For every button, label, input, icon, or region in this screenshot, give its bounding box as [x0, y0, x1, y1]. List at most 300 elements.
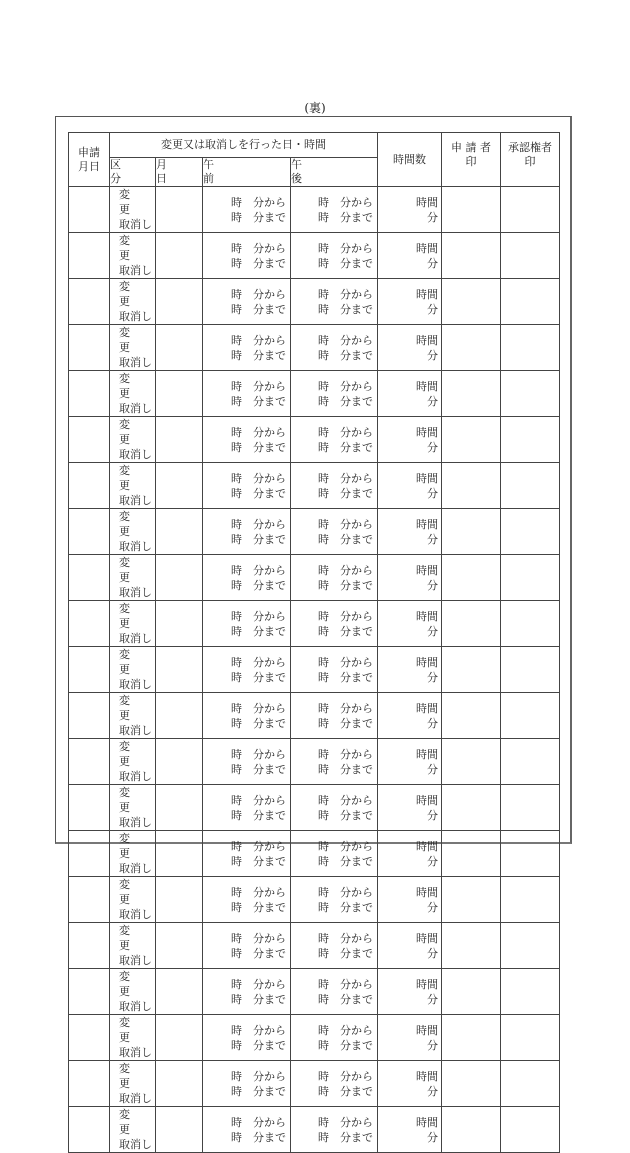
cell-approver-seal[interactable]: [501, 831, 560, 877]
cell-approver-seal[interactable]: [501, 647, 560, 693]
cell-afternoon-time[interactable]: [291, 923, 378, 969]
cell-application-date[interactable]: [69, 601, 110, 647]
cell-approver-seal[interactable]: [501, 923, 560, 969]
cell-category[interactable]: [110, 371, 156, 417]
category-cancel-label: 取消し: [119, 264, 152, 277]
time-from-label: 時 分から: [318, 747, 373, 761]
time-to-label: 時 分まで: [231, 1084, 286, 1098]
cell-month-day[interactable]: [156, 325, 203, 371]
category-change-label: 変 更: [119, 602, 141, 630]
cell-category[interactable]: [110, 601, 156, 647]
cell-hours[interactable]: [378, 601, 442, 647]
cell-category[interactable]: [110, 877, 156, 923]
cell-hours[interactable]: [378, 1107, 442, 1153]
cell-application-date[interactable]: [69, 831, 110, 877]
header-approver-seal-line1: 承認権者: [508, 141, 552, 154]
cell-hours[interactable]: [378, 417, 442, 463]
time-to-label: 時 分まで: [318, 1130, 373, 1144]
cell-morning-time[interactable]: [203, 601, 291, 647]
cell-month-day[interactable]: [156, 509, 203, 555]
category-change-label: 変 更: [119, 326, 141, 354]
table-row: [69, 969, 560, 1015]
time-from-label: 時 分から: [231, 655, 286, 669]
time-from-label: 時 分から: [231, 747, 286, 761]
category-change-label: 変 更: [119, 832, 141, 860]
cell-hours[interactable]: [378, 877, 442, 923]
cell-afternoon-time[interactable]: [291, 1015, 378, 1061]
cell-hours[interactable]: [378, 187, 442, 233]
hours-label: 時間: [416, 241, 438, 255]
cell-hours[interactable]: [378, 555, 442, 601]
cell-approver-seal[interactable]: [501, 1061, 560, 1107]
category-change-label: 変 更: [119, 188, 141, 216]
time-to-label: 時 分まで: [318, 716, 373, 730]
header-applicant-seal-line2: 印: [465, 155, 477, 168]
cell-afternoon-time[interactable]: [291, 1061, 378, 1107]
cell-category[interactable]: [110, 417, 156, 463]
header-applicant-seal: [442, 133, 501, 187]
time-to-label: 時 分まで: [231, 624, 286, 638]
time-to-label: 時 分まで: [231, 440, 286, 454]
category-cancel-label: 取消し: [119, 770, 152, 783]
cell-applicant-seal[interactable]: [442, 233, 501, 279]
cell-month-day[interactable]: [156, 187, 203, 233]
cell-applicant-seal[interactable]: [442, 1015, 501, 1061]
category-change-label: 変 更: [119, 970, 141, 998]
cell-month-day[interactable]: [156, 739, 203, 785]
cell-application-date[interactable]: [69, 693, 110, 739]
category-change-label: 変 更: [119, 924, 141, 952]
time-from-label: 時 分から: [231, 471, 286, 485]
cell-category[interactable]: [110, 739, 156, 785]
cell-category[interactable]: [110, 325, 156, 371]
cell-category[interactable]: [110, 509, 156, 555]
cell-application-date[interactable]: [69, 1015, 110, 1061]
minutes-label: 分: [427, 670, 438, 684]
time-from-label: 時 分から: [318, 793, 373, 807]
table-row: [69, 831, 560, 877]
minutes-label: 分: [427, 1038, 438, 1052]
cell-applicant-seal[interactable]: [442, 509, 501, 555]
cell-approver-seal[interactable]: [501, 509, 560, 555]
cell-afternoon-time[interactable]: [291, 417, 378, 463]
time-to-label: 時 分まで: [231, 348, 286, 362]
minutes-label: 分: [427, 210, 438, 224]
cell-morning-time[interactable]: [203, 739, 291, 785]
minutes-label: 分: [427, 578, 438, 592]
header-category: 区 分: [110, 158, 156, 187]
cell-morning-time[interactable]: [203, 555, 291, 601]
cell-month-day[interactable]: [156, 463, 203, 509]
hours-label: 時間: [416, 1115, 438, 1129]
cell-applicant-seal[interactable]: [442, 739, 501, 785]
cell-application-date[interactable]: [69, 325, 110, 371]
time-to-label: 時 分まで: [231, 256, 286, 270]
cell-applicant-seal[interactable]: [442, 279, 501, 325]
cell-month-day[interactable]: [156, 693, 203, 739]
time-from-label: 時 分から: [231, 379, 286, 393]
cell-category[interactable]: [110, 831, 156, 877]
time-from-label: 時 分から: [318, 931, 373, 945]
category-change-label: 変 更: [119, 372, 141, 400]
minutes-label: 分: [427, 256, 438, 270]
cell-hours[interactable]: [378, 325, 442, 371]
cell-approver-seal[interactable]: [501, 877, 560, 923]
cell-month-day[interactable]: [156, 555, 203, 601]
header-hours: 時間数: [378, 133, 442, 187]
cell-applicant-seal[interactable]: [442, 831, 501, 877]
cell-category[interactable]: [110, 923, 156, 969]
time-to-label: 時 分まで: [231, 670, 286, 684]
cell-approver-seal[interactable]: [501, 785, 560, 831]
cell-month-day[interactable]: [156, 785, 203, 831]
cell-category[interactable]: [110, 647, 156, 693]
time-from-label: 時 分から: [318, 195, 373, 209]
cell-application-date[interactable]: [69, 877, 110, 923]
cell-morning-time[interactable]: [203, 1015, 291, 1061]
cell-afternoon-time[interactable]: [291, 647, 378, 693]
category-cancel-label: 取消し: [119, 1138, 152, 1151]
cell-approver-seal[interactable]: [501, 463, 560, 509]
cell-category[interactable]: [110, 693, 156, 739]
cell-application-date[interactable]: [69, 417, 110, 463]
cell-applicant-seal[interactable]: [442, 693, 501, 739]
cell-applicant-seal[interactable]: [442, 785, 501, 831]
minutes-label: 分: [427, 302, 438, 316]
time-to-label: 時 分まで: [318, 486, 373, 500]
header-approver-seal-line2: 印: [524, 155, 536, 168]
cell-hours[interactable]: [378, 739, 442, 785]
hours-label: 時間: [416, 655, 438, 669]
cell-hours[interactable]: [378, 831, 442, 877]
time-to-label: 時 分まで: [318, 256, 373, 270]
cell-hours[interactable]: [378, 1015, 442, 1061]
cell-category[interactable]: [110, 233, 156, 279]
header-application-date: [69, 133, 110, 187]
minutes-label: 分: [427, 900, 438, 914]
minutes-label: 分: [427, 716, 438, 730]
cell-month-day[interactable]: [156, 831, 203, 877]
cell-category[interactable]: [110, 1015, 156, 1061]
cell-applicant-seal[interactable]: [442, 923, 501, 969]
cell-month-day[interactable]: [156, 923, 203, 969]
cell-application-date[interactable]: [69, 647, 110, 693]
hours-label: 時間: [416, 609, 438, 623]
cell-morning-time[interactable]: [203, 187, 291, 233]
category-cancel-label: 取消し: [119, 586, 152, 599]
cell-category[interactable]: [110, 1107, 156, 1153]
cell-afternoon-time[interactable]: [291, 601, 378, 647]
cell-month-day[interactable]: [156, 417, 203, 463]
cell-month-day[interactable]: [156, 1015, 203, 1061]
cell-approver-seal[interactable]: [501, 187, 560, 233]
category-change-label: 変 更: [119, 740, 141, 768]
cell-application-date[interactable]: [69, 371, 110, 417]
cell-month-day[interactable]: [156, 1107, 203, 1153]
cell-morning-time[interactable]: [203, 693, 291, 739]
category-cancel-label: 取消し: [119, 310, 152, 323]
time-from-label: 時 分から: [231, 563, 286, 577]
time-to-label: 時 分まで: [318, 808, 373, 822]
table-row: [69, 555, 560, 601]
cell-approver-seal[interactable]: [501, 739, 560, 785]
cell-hours[interactable]: [378, 647, 442, 693]
time-to-label: 時 分まで: [318, 578, 373, 592]
cell-applicant-seal[interactable]: [442, 1107, 501, 1153]
category-cancel-label: 取消し: [119, 356, 152, 369]
cell-hours[interactable]: [378, 969, 442, 1015]
cell-approver-seal[interactable]: [501, 279, 560, 325]
cell-applicant-seal[interactable]: [442, 877, 501, 923]
cell-applicant-seal[interactable]: [442, 1061, 501, 1107]
cell-applicant-seal[interactable]: [442, 647, 501, 693]
time-from-label: 時 分から: [318, 287, 373, 301]
cell-hours[interactable]: [378, 463, 442, 509]
cell-morning-time[interactable]: [203, 509, 291, 555]
time-to-label: 時 分まで: [231, 900, 286, 914]
cell-afternoon-time[interactable]: [291, 877, 378, 923]
category-cancel-label: 取消し: [119, 540, 152, 553]
time-to-label: 時 分まで: [231, 762, 286, 776]
category-cancel-label: 取消し: [119, 908, 152, 921]
table-row: [69, 877, 560, 923]
minutes-label: 分: [427, 808, 438, 822]
cell-morning-time[interactable]: [203, 233, 291, 279]
time-to-label: 時 分まで: [231, 210, 286, 224]
table-row: [69, 187, 560, 233]
cell-month-day[interactable]: [156, 601, 203, 647]
cell-afternoon-time[interactable]: [291, 831, 378, 877]
minutes-label: 分: [427, 1130, 438, 1144]
category-cancel-label: 取消し: [119, 494, 152, 507]
cell-morning-time[interactable]: [203, 371, 291, 417]
time-to-label: 時 分まで: [231, 1038, 286, 1052]
cell-afternoon-time[interactable]: [291, 463, 378, 509]
cell-category[interactable]: [110, 187, 156, 233]
cell-approver-seal[interactable]: [501, 233, 560, 279]
cell-morning-time[interactable]: [203, 923, 291, 969]
cell-application-date[interactable]: [69, 923, 110, 969]
time-to-label: 時 分まで: [318, 762, 373, 776]
cell-hours[interactable]: [378, 509, 442, 555]
time-from-label: 時 分から: [318, 1069, 373, 1083]
table-row: [69, 463, 560, 509]
cell-approver-seal[interactable]: [501, 1107, 560, 1153]
time-to-label: 時 分まで: [231, 532, 286, 546]
hours-label: 時間: [416, 425, 438, 439]
category-change-label: 変 更: [119, 280, 141, 308]
table-row: [69, 1015, 560, 1061]
minutes-label: 分: [427, 440, 438, 454]
category-change-label: 変 更: [119, 234, 141, 262]
header-application-date-line1: 申請: [78, 145, 100, 159]
cell-applicant-seal[interactable]: [442, 325, 501, 371]
cell-category[interactable]: [110, 463, 156, 509]
hours-label: 時間: [416, 977, 438, 991]
time-from-label: 時 分から: [231, 609, 286, 623]
cell-hours[interactable]: [378, 923, 442, 969]
cell-application-date[interactable]: [69, 555, 110, 601]
time-to-label: 時 分まで: [231, 486, 286, 500]
category-change-label: 変 更: [119, 510, 141, 538]
cell-hours[interactable]: [378, 279, 442, 325]
time-from-label: 時 分から: [318, 701, 373, 715]
cell-category[interactable]: [110, 279, 156, 325]
time-to-label: 時 分まで: [231, 946, 286, 960]
hours-label: 時間: [416, 1069, 438, 1083]
cell-applicant-seal[interactable]: [442, 417, 501, 463]
hours-label: 時間: [416, 931, 438, 945]
cell-afternoon-time[interactable]: [291, 785, 378, 831]
time-to-label: 時 分まで: [318, 210, 373, 224]
cell-application-date[interactable]: [69, 233, 110, 279]
cell-approver-seal[interactable]: [501, 371, 560, 417]
cell-application-date[interactable]: [69, 279, 110, 325]
cell-category[interactable]: [110, 969, 156, 1015]
header-change-group: 変更又は取消しを行った日・時間: [110, 133, 378, 158]
header-afternoon: 午 後: [291, 158, 378, 187]
cell-approver-seal[interactable]: [501, 601, 560, 647]
table-row: [69, 693, 560, 739]
cell-category[interactable]: [110, 1061, 156, 1107]
time-to-label: 時 分まで: [231, 854, 286, 868]
cell-application-date[interactable]: [69, 509, 110, 555]
cell-application-date[interactable]: [69, 1061, 110, 1107]
cell-afternoon-time[interactable]: [291, 693, 378, 739]
cell-morning-time[interactable]: [203, 831, 291, 877]
time-from-label: 時 分から: [231, 839, 286, 853]
cell-afternoon-time[interactable]: [291, 279, 378, 325]
cell-approver-seal[interactable]: [501, 693, 560, 739]
minutes-label: 分: [427, 624, 438, 638]
cell-applicant-seal[interactable]: [442, 371, 501, 417]
hours-label: 時間: [416, 885, 438, 899]
time-to-label: 時 分まで: [231, 302, 286, 316]
minutes-label: 分: [427, 486, 438, 500]
category-cancel-label: 取消し: [119, 862, 152, 875]
category-cancel-label: 取消し: [119, 1092, 152, 1105]
cell-application-date[interactable]: [69, 463, 110, 509]
cell-approver-seal[interactable]: [501, 555, 560, 601]
time-from-label: 時 分から: [231, 517, 286, 531]
cell-hours[interactable]: [378, 371, 442, 417]
cell-applicant-seal[interactable]: [442, 187, 501, 233]
cell-applicant-seal[interactable]: [442, 969, 501, 1015]
header-month-day: 月 日: [156, 158, 203, 187]
cell-hours[interactable]: [378, 1061, 442, 1107]
cell-applicant-seal[interactable]: [442, 463, 501, 509]
cell-approver-seal[interactable]: [501, 417, 560, 463]
cell-approver-seal[interactable]: [501, 325, 560, 371]
time-from-label: 時 分から: [318, 1115, 373, 1129]
time-to-label: 時 分まで: [318, 1038, 373, 1052]
cell-applicant-seal[interactable]: [442, 601, 501, 647]
cell-afternoon-time[interactable]: [291, 371, 378, 417]
cell-application-date[interactable]: [69, 785, 110, 831]
cell-afternoon-time[interactable]: [291, 509, 378, 555]
cell-month-day[interactable]: [156, 279, 203, 325]
cell-month-day[interactable]: [156, 233, 203, 279]
category-change-label: 変 更: [119, 464, 141, 492]
table-row: [69, 417, 560, 463]
cell-morning-time[interactable]: [203, 325, 291, 371]
time-from-label: 時 分から: [231, 793, 286, 807]
cell-approver-seal[interactable]: [501, 1015, 560, 1061]
table-row: [69, 1107, 560, 1153]
cell-afternoon-time[interactable]: [291, 1107, 378, 1153]
cell-morning-time[interactable]: [203, 1061, 291, 1107]
cell-afternoon-time[interactable]: [291, 233, 378, 279]
cell-month-day[interactable]: [156, 877, 203, 923]
cell-morning-time[interactable]: [203, 463, 291, 509]
table-row: [69, 647, 560, 693]
table-row: [69, 509, 560, 555]
cell-category[interactable]: [110, 785, 156, 831]
cell-afternoon-time[interactable]: [291, 555, 378, 601]
category-cancel-label: 取消し: [119, 1000, 152, 1013]
hours-label: 時間: [416, 379, 438, 393]
time-from-label: 時 分から: [318, 241, 373, 255]
cell-hours[interactable]: [378, 785, 442, 831]
time-from-label: 時 分から: [231, 1069, 286, 1083]
cell-hours[interactable]: [378, 233, 442, 279]
cell-month-day[interactable]: [156, 371, 203, 417]
time-to-label: 時 分まで: [318, 440, 373, 454]
cell-month-day[interactable]: [156, 647, 203, 693]
cell-morning-time[interactable]: [203, 1107, 291, 1153]
time-from-label: 時 分から: [318, 1023, 373, 1037]
time-from-label: 時 分から: [318, 609, 373, 623]
time-to-label: 時 分まで: [231, 716, 286, 730]
cell-morning-time[interactable]: [203, 647, 291, 693]
cell-afternoon-time[interactable]: [291, 969, 378, 1015]
cell-afternoon-time[interactable]: [291, 187, 378, 233]
minutes-label: 分: [427, 762, 438, 776]
cell-morning-time[interactable]: [203, 279, 291, 325]
category-change-label: 変 更: [119, 1108, 141, 1136]
hours-label: 時間: [416, 747, 438, 761]
category-change-label: 変 更: [119, 648, 141, 676]
category-change-label: 変 更: [119, 694, 141, 722]
time-from-label: 時 分から: [231, 931, 286, 945]
cell-hours[interactable]: [378, 693, 442, 739]
time-from-label: 時 分から: [318, 517, 373, 531]
category-cancel-label: 取消し: [119, 448, 152, 461]
header-application-date-line2: 月日: [78, 159, 100, 173]
cell-morning-time[interactable]: [203, 969, 291, 1015]
cell-application-date[interactable]: [69, 739, 110, 785]
change-cancel-record-table: [68, 132, 560, 1153]
cell-morning-time[interactable]: [203, 417, 291, 463]
cell-month-day[interactable]: [156, 1061, 203, 1107]
cell-morning-time[interactable]: [203, 785, 291, 831]
hours-label: 時間: [416, 517, 438, 531]
cell-morning-time[interactable]: [203, 877, 291, 923]
cell-category[interactable]: [110, 555, 156, 601]
time-to-label: 時 分まで: [318, 532, 373, 546]
cell-afternoon-time[interactable]: [291, 325, 378, 371]
cell-application-date[interactable]: [69, 187, 110, 233]
cell-application-date[interactable]: [69, 969, 110, 1015]
cell-approver-seal[interactable]: [501, 969, 560, 1015]
cell-month-day[interactable]: [156, 969, 203, 1015]
minutes-label: 分: [427, 946, 438, 960]
minutes-label: 分: [427, 394, 438, 408]
cell-application-date[interactable]: [69, 1107, 110, 1153]
time-from-label: 時 分から: [231, 701, 286, 715]
cell-afternoon-time[interactable]: [291, 739, 378, 785]
cell-applicant-seal[interactable]: [442, 555, 501, 601]
